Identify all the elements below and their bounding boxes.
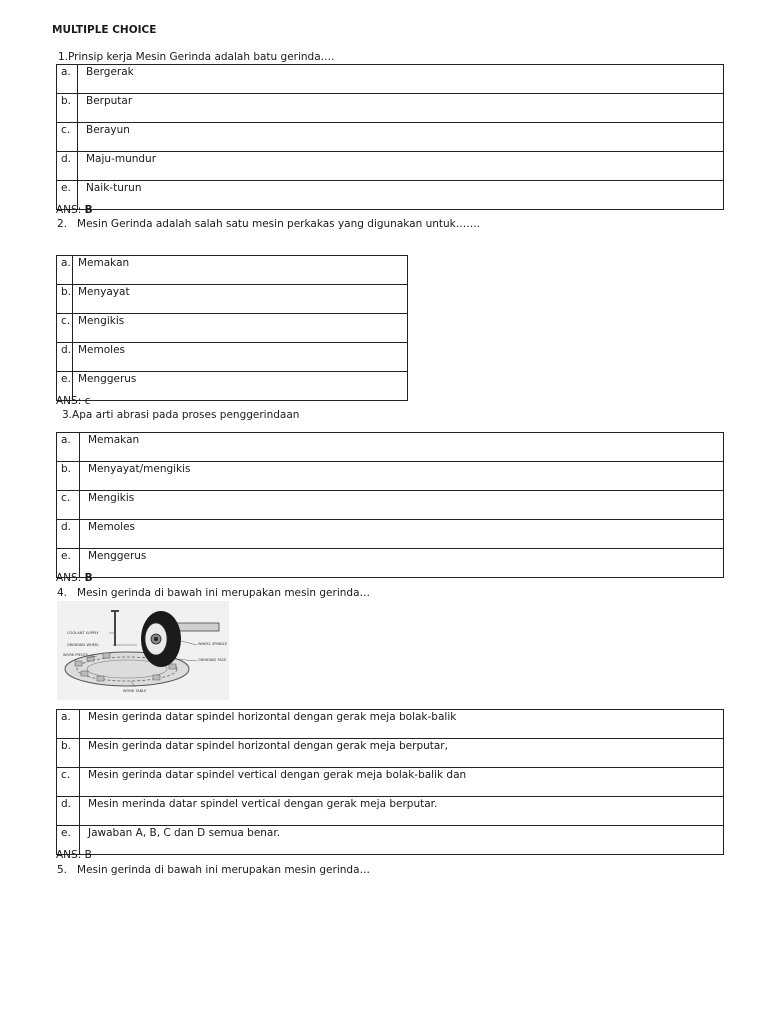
option-text: Berputar xyxy=(78,94,724,123)
option-letter: d. xyxy=(57,520,80,549)
option-row[interactable] xyxy=(57,462,724,491)
option-text: Memakan xyxy=(73,256,408,285)
option-row[interactable] xyxy=(57,739,724,768)
answer-value: B xyxy=(84,572,93,584)
option-letter: d. xyxy=(57,797,80,826)
option-letter: e. xyxy=(57,826,80,855)
option-text: Jawaban A, B, C dan D semua benar. xyxy=(80,826,724,855)
question-4 xyxy=(57,587,370,599)
option-letter: a. xyxy=(57,433,80,462)
answer-value: B xyxy=(84,849,92,861)
answer-4 xyxy=(56,849,92,861)
option-row[interactable] xyxy=(57,256,408,285)
option-row[interactable] xyxy=(57,65,724,94)
option-text: Mengikis xyxy=(80,491,724,520)
question-5-number: 5. xyxy=(57,864,68,876)
option-text: Mesin gerinda datar spindel vertical dengan gerak meja bolak-balik dan xyxy=(80,768,724,797)
option-row[interactable] xyxy=(57,826,724,855)
option-letter: c. xyxy=(57,314,73,343)
figure-label: WHEEL SPINDLE xyxy=(198,642,228,646)
figure-label: WORK PIECES xyxy=(63,653,88,657)
question-3-number: 3. xyxy=(62,409,73,421)
answer-value: c xyxy=(84,395,91,407)
answer-value: B xyxy=(84,204,93,216)
question-5-text: Mesin gerinda di bawah ini merupakan mesin gerinda… xyxy=(77,864,371,876)
option-row[interactable] xyxy=(57,152,724,181)
figure-label: GRINDING WHEEL xyxy=(67,643,100,647)
option-text: Memoles xyxy=(73,343,408,372)
question-2 xyxy=(57,218,480,230)
option-letter: e. xyxy=(57,549,80,578)
answer-1 xyxy=(56,204,93,216)
option-row[interactable] xyxy=(57,372,408,401)
question-1-options xyxy=(56,64,724,210)
option-text: Maju-mundur xyxy=(78,152,724,181)
option-text: Bergerak xyxy=(78,65,724,94)
option-row[interactable] xyxy=(57,433,724,462)
answer-label: ANS: xyxy=(56,204,82,216)
answer-label: ANS: xyxy=(56,572,82,584)
option-text: Memakan xyxy=(80,433,724,462)
question-4-text: Mesin gerinda di bawah ini merupakan mesin gerinda… xyxy=(77,587,371,599)
option-row[interactable] xyxy=(57,491,724,520)
option-row[interactable] xyxy=(57,343,408,372)
option-text: Menggerus xyxy=(73,372,408,401)
option-letter: a. xyxy=(57,65,78,94)
option-text: Mengikis xyxy=(73,314,408,343)
option-letter: c. xyxy=(57,123,78,152)
answer-label: ANS: xyxy=(56,395,82,407)
answer-label: ANS: xyxy=(56,849,82,861)
figure-label: COOLANT SUPPLY xyxy=(67,631,99,635)
figure-label: GRINDING FACE xyxy=(198,658,227,662)
option-letter: b. xyxy=(57,285,73,314)
question-3-text: Apa arti abrasi pada proses penggerindaan xyxy=(72,409,300,421)
option-row[interactable] xyxy=(57,549,724,578)
option-letter: d. xyxy=(57,152,78,181)
question-2-text: Mesin Gerinda adalah salah satu mesin perkakas yang digunakan untuk……. xyxy=(77,218,481,230)
figure-label: WORK TABLE xyxy=(123,689,147,693)
option-letter: e. xyxy=(57,372,73,401)
section-heading: MULTIPLE CHOICE xyxy=(52,24,157,36)
option-row[interactable] xyxy=(57,285,408,314)
option-letter: c. xyxy=(57,768,80,797)
option-row[interactable] xyxy=(57,314,408,343)
question-2-number: 2. xyxy=(57,218,68,230)
grinding-machine-figure xyxy=(57,601,229,700)
option-letter: b. xyxy=(57,94,78,123)
option-row[interactable] xyxy=(57,94,724,123)
option-text: Menyayat xyxy=(73,285,408,314)
question-5 xyxy=(57,864,370,876)
option-text: Mesin gerinda datar spindel horizontal dengan gerak meja bolak-balik xyxy=(80,710,724,739)
option-text: Naik-turun xyxy=(78,181,724,210)
option-row[interactable] xyxy=(57,710,724,739)
option-row[interactable] xyxy=(57,768,724,797)
option-letter: c. xyxy=(57,491,80,520)
option-text: Memoles xyxy=(80,520,724,549)
question-2-options xyxy=(56,255,408,401)
option-row[interactable] xyxy=(57,181,724,210)
option-text: Mesin merinda datar spindel vertical dengan gerak meja berputar. xyxy=(80,797,724,826)
option-row[interactable] xyxy=(57,123,724,152)
question-4-number: 4. xyxy=(57,587,68,599)
option-letter: b. xyxy=(57,739,80,768)
option-row[interactable] xyxy=(57,520,724,549)
answer-3 xyxy=(56,572,93,584)
question-1-number: 1. xyxy=(58,51,69,63)
option-text: Menyayat/mengikis xyxy=(80,462,724,491)
question-4-options xyxy=(56,709,724,855)
option-letter: a. xyxy=(57,256,73,285)
question-1-text: Prinsip kerja Mesin Gerinda adalah batu gerinda…. xyxy=(68,51,335,63)
option-letter: b. xyxy=(57,462,80,491)
option-text: Berayun xyxy=(78,123,724,152)
option-text: Mesin gerinda datar spindel horizontal dengan gerak meja berputar, xyxy=(80,739,724,768)
option-letter: e. xyxy=(57,181,78,210)
option-letter: d. xyxy=(57,343,73,372)
option-row[interactable] xyxy=(57,797,724,826)
question-3-options xyxy=(56,432,724,578)
question-1 xyxy=(58,51,335,63)
answer-2 xyxy=(56,395,90,407)
option-letter: a. xyxy=(57,710,80,739)
question-3 xyxy=(62,409,299,421)
option-text: Menggerus xyxy=(80,549,724,578)
